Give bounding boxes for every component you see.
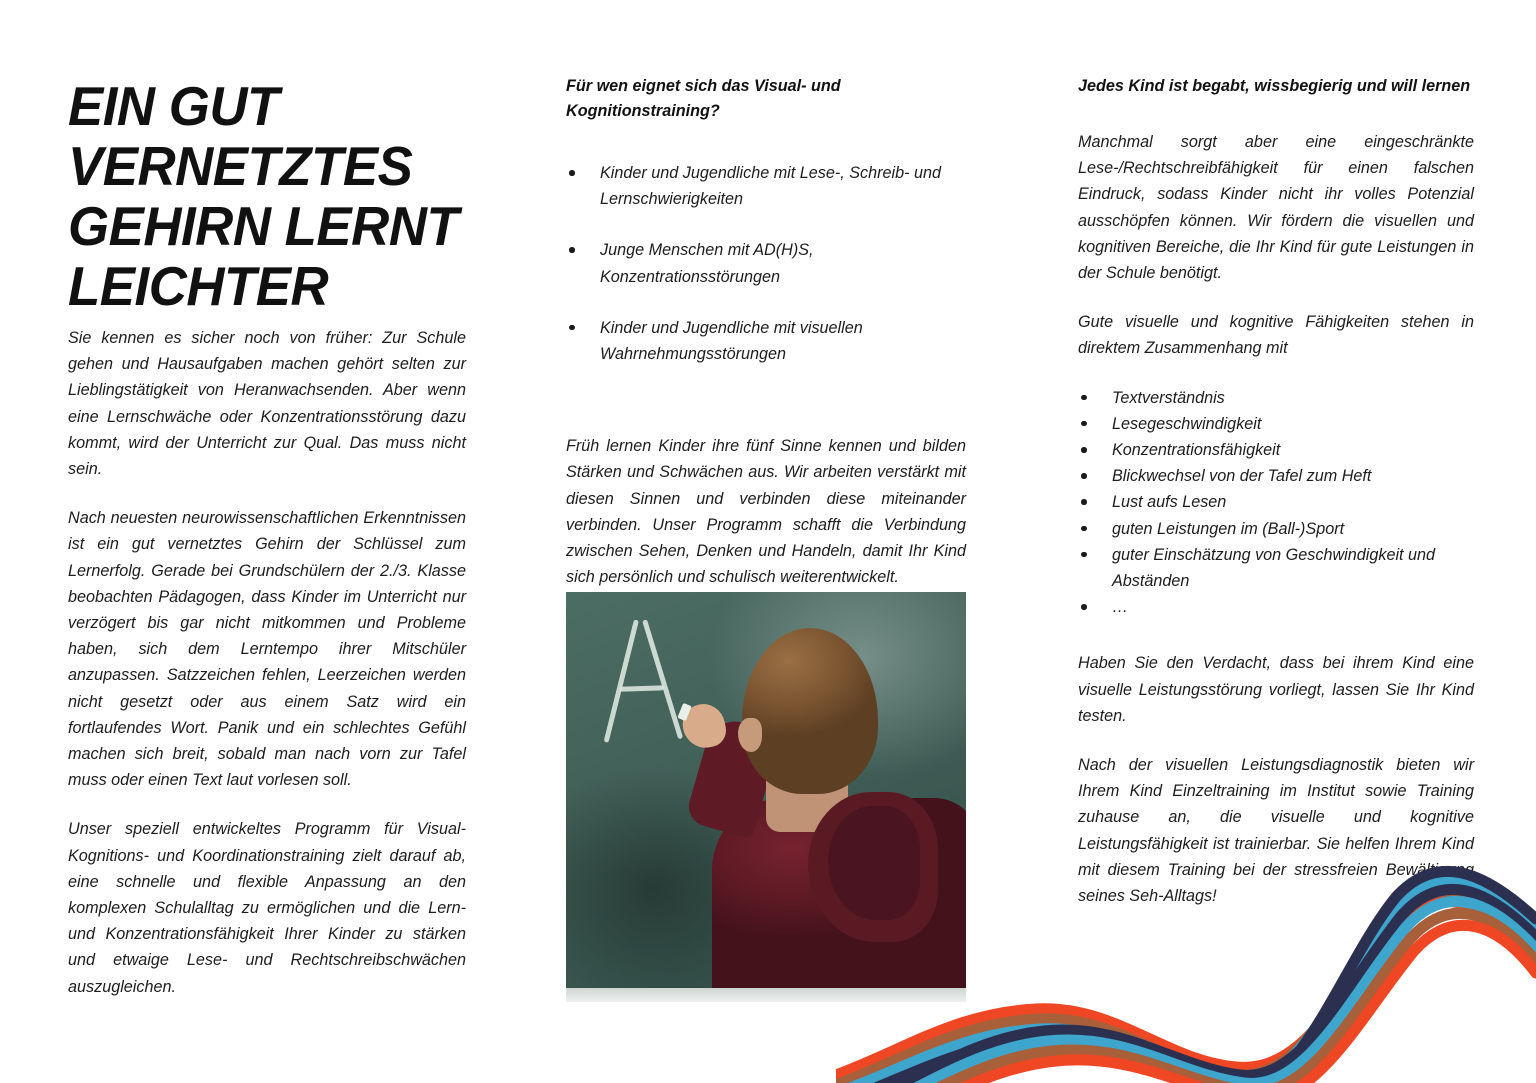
list-item	[566, 237, 966, 289]
chalkboard-photo	[566, 592, 966, 1002]
right-column	[1078, 74, 1474, 909]
list-item-label: guten Leistungen im (Ball-)Sport	[1112, 519, 1345, 538]
list-item-label: Lust aufs Lesen	[1112, 493, 1227, 512]
bullet-dot-icon	[569, 170, 575, 176]
bullet-dot-icon	[1081, 395, 1087, 401]
list-item-label: Lesegeschwindigkeit	[1112, 414, 1262, 433]
right-paragraph-3: Haben Sie den Verdacht, dass bei ihrem Kind eine visuelle Leistungsstörung vorliegt, lassen Sie Ihr Kind testen.	[1078, 654, 1474, 725]
right-paragraph-4: Nach der visuellen Leistungsdiagnostik bieten wir Ihrem Kind Einzeltraining im Institut sowie Training zuhause an, die visuelle und kognitive Leistungsfähigkeit ist trainierbar. Sie helfen Ihrem Kind mit diesem Training bei der stressfreien Bewältigung seines Seh-Alltags!	[1078, 756, 1474, 906]
right-paragraph-1: Manchmal sorgt aber eine eingeschränkte Lese-/Rechtschreibfähigkeit für einen falschen Eindruck, sodass Kinder nicht ihr volles Potenzial ausschöpfen können. Wir fördern die visuellen und kognitiven Bereiche, die Ihr Kind für gute Leistungen in der Schule benötigt.	[1078, 133, 1474, 283]
list-item	[1078, 411, 1474, 437]
boy-ear	[738, 718, 762, 752]
bullet-dot-icon	[1081, 499, 1087, 505]
list-item	[1078, 385, 1474, 411]
list-item-label: Kinder und Jugendliche mit Lese-, Schreib- und Lernschwierigkeiten	[600, 164, 942, 209]
list-item	[1078, 542, 1474, 594]
middle-paragraph: Früh lernen Kinder ihre fünf Sinne kennen und bilden Stärken und Schwächen aus. Wir arbeiten verstärkt mit diesen Sinnen und verbinden diese miteinander verbinden. Unser Programm schafft die Verbindung zwischen Sehen, Denken und Handeln, damit Ihr Kind sich persönlich und schulisch weiterentwickelt.	[566, 437, 966, 587]
list-item	[1078, 437, 1474, 463]
right-column-heading: Jedes Kind ist begabt, wissbegierig und will lernen	[1078, 77, 1471, 95]
list-item-label: guter Einschätzung von Geschwindigkeit und Abständen	[1112, 545, 1436, 591]
bullet-dot-icon	[1081, 526, 1087, 532]
bullet-dot-icon	[1081, 421, 1087, 427]
list-item-label: Junge Menschen mit AD(H)S, Konzentrationsstörungen	[600, 241, 814, 286]
chalk-letter-a	[614, 620, 680, 750]
bullet-dot-icon	[1081, 552, 1087, 558]
list-item	[1078, 489, 1474, 515]
list-item	[566, 315, 966, 367]
list-item-label: Textverständnis	[1112, 388, 1225, 407]
bullet-dot-icon	[569, 247, 575, 253]
boy-hood-inner	[828, 806, 920, 920]
list-item	[1078, 463, 1474, 489]
list-item	[566, 160, 966, 212]
list-item-label: Kinder und Jugendliche mit visuellen Wahrnehmungsstörungen	[600, 318, 863, 364]
list-item-label: Blickwechsel von der Tafel zum Heft	[1112, 467, 1372, 486]
list-item-label: Konzentrationsfähigkeit	[1112, 441, 1281, 460]
page-title: EIN GUT VERNETZTES GEHIRN LERNT LEICHTER	[68, 74, 459, 317]
bullet-dot-icon	[1081, 473, 1087, 479]
middle-column	[566, 74, 966, 613]
right-bullet-list	[1078, 385, 1474, 621]
list-item	[1078, 516, 1474, 542]
bullet-dot-icon	[1081, 604, 1087, 610]
middle-column-heading: Für wen eignet sich das Visual- und Kognitionstraining?	[566, 77, 841, 120]
left-column	[68, 325, 466, 1000]
chalkboard-ledge	[566, 988, 966, 1002]
list-item-label: …	[1112, 598, 1129, 617]
middle-bullet-list	[566, 160, 966, 367]
left-paragraph-1: Sie kennen es sicher noch von früher: Zur Schule gehen und Hausaufgaben machen gehört selten zur Lieblingstätigkeit von Heranwachsenden. Aber wenn eine Lernschwäche oder Konzentrationsstörung dazu kommt, wird der Unterricht zur Qual. Das muss nicht sein.	[68, 329, 466, 479]
bullet-dot-icon	[1081, 447, 1087, 453]
left-paragraph-2: Nach neuesten neurowissenschaftlichen Erkenntnissen ist ein gut vernetztes Gehirn der Schlüssel zum Lernerfolg. Gerade bei Grundschülern der 2./3. Klasse beobachten Pädagogen, dass Kinder im Unterricht nur verzögert bis gar nicht mitkommen und Probleme haben, sich dem Lerntempo ihrer Mitschüler anzupassen. Satzzeichen fehlen, Leerzeichen werden nicht gesetzt oder aus einem Satz wird ein fortlaufendes Wort. Panik und ein schlechtes Gefühl machen sich breit, sobald man nach vorn zur Tafel muss oder einen Text laut vorlesen soll.	[68, 509, 466, 790]
bullet-dot-icon	[569, 325, 575, 331]
right-paragraph-2: Gute visuelle und kognitive Fähigkeiten stehen in direktem Zusammenhang mit	[1078, 313, 1474, 358]
list-item	[1078, 594, 1474, 620]
left-paragraph-3: Unser speziell entwickeltes Programm für Visual-Kognitions- und Koordinationstraining zielt darauf ab, eine schnelle und flexible Anpassung an den komplexen Schulalltag zu ermöglichen und die Lern- und Konzentrationsfähigkeit Ihrer Kinder zu stärken und etwaige Lese- und Rechtschreibschwächen auszugleichen.	[68, 820, 466, 996]
